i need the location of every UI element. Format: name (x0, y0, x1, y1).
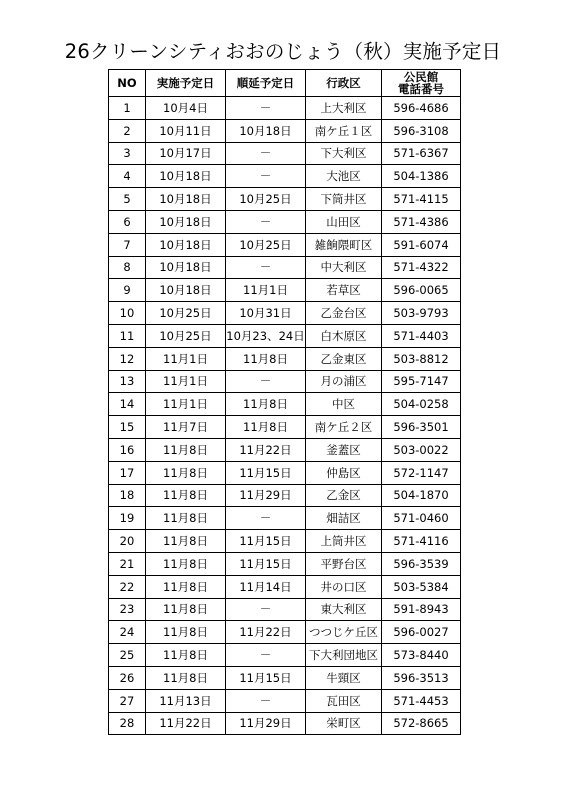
cell-postponed-date: 10月25日 (226, 233, 306, 256)
cell-postponed-date: － (226, 142, 306, 165)
cell-scheduled-date: 11月8日 (146, 461, 226, 484)
table-header-row (109, 70, 461, 97)
cell-scheduled-date: 11月8日 (146, 552, 226, 575)
cell-scheduled-date: 10月25日 (146, 302, 226, 325)
cell-scheduled-date: 11月1日 (146, 370, 226, 393)
cell-postponed-date: 10月23、24日 (226, 324, 306, 347)
cell-no: 12 (109, 347, 146, 370)
cell-phone: 571-4453 (382, 689, 461, 712)
header-phone-line2: 電話番号 (398, 82, 444, 96)
table-row (109, 621, 461, 644)
cell-postponed-date: － (226, 644, 306, 667)
table-row (109, 256, 461, 279)
table-row (109, 507, 461, 530)
cell-no: 17 (109, 461, 146, 484)
cell-no: 5 (109, 188, 146, 211)
cell-postponed-date: － (226, 598, 306, 621)
cell-no: 24 (109, 621, 146, 644)
cell-phone: 503-5384 (382, 575, 461, 598)
cell-district: 仲島区 (306, 461, 382, 484)
cell-scheduled-date: 10月18日 (146, 210, 226, 233)
cell-no: 2 (109, 119, 146, 142)
cell-phone: 503-0022 (382, 438, 461, 461)
table-row (109, 347, 461, 370)
cell-phone: 503-8812 (382, 347, 461, 370)
table-row (109, 416, 461, 439)
cell-scheduled-date: 11月13日 (146, 689, 226, 712)
cell-scheduled-date: 11月1日 (146, 393, 226, 416)
cell-scheduled-date: 11月8日 (146, 484, 226, 507)
cell-scheduled-date: 11月8日 (146, 621, 226, 644)
page-title: 26クリーンシティおおのじょう（秋）実施予定日 (64, 40, 502, 63)
cell-scheduled-date: 10月11日 (146, 119, 226, 142)
table-row (109, 712, 461, 735)
cell-postponed-date: 11月14日 (226, 575, 306, 598)
cell-postponed-date: 10月18日 (226, 119, 306, 142)
cell-postponed-date: 11月1日 (226, 279, 306, 302)
cell-phone: 504-1870 (382, 484, 461, 507)
cell-scheduled-date: 11月1日 (146, 347, 226, 370)
header-no: NO (109, 70, 146, 97)
header-postponed-date: 順延予定日 (226, 70, 306, 97)
table-row (109, 689, 461, 712)
cell-district: 栄町区 (306, 712, 382, 735)
cell-phone: 596-3501 (382, 416, 461, 439)
cell-scheduled-date: 10月18日 (146, 165, 226, 188)
table-row (109, 233, 461, 256)
cell-phone: 591-8943 (382, 598, 461, 621)
cell-phone: 572-1147 (382, 461, 461, 484)
cell-district: 畑詰区 (306, 507, 382, 530)
cell-no: 14 (109, 393, 146, 416)
cell-scheduled-date: 10月17日 (146, 142, 226, 165)
cell-postponed-date: 11月22日 (226, 621, 306, 644)
table-row (109, 210, 461, 233)
cell-phone: 596-0065 (382, 279, 461, 302)
table-row (109, 370, 461, 393)
cell-phone: 571-4116 (382, 530, 461, 553)
cell-scheduled-date: 10月18日 (146, 279, 226, 302)
table-row (109, 666, 461, 689)
cell-district: 乙金区 (306, 484, 382, 507)
cell-postponed-date: － (226, 165, 306, 188)
cell-scheduled-date: 11月8日 (146, 507, 226, 530)
cell-postponed-date: 11月15日 (226, 461, 306, 484)
cell-phone: 596-0027 (382, 621, 461, 644)
cell-district: 南ケ丘２区 (306, 416, 382, 439)
table-row (109, 438, 461, 461)
cell-district: 下筒井区 (306, 188, 382, 211)
cell-phone: 596-3108 (382, 119, 461, 142)
cell-no: 1 (109, 97, 146, 120)
cell-postponed-date: 11月8日 (226, 393, 306, 416)
cell-phone: 596-3539 (382, 552, 461, 575)
cell-scheduled-date: 11月8日 (146, 575, 226, 598)
cell-no: 25 (109, 644, 146, 667)
cell-no: 23 (109, 598, 146, 621)
cell-postponed-date: － (226, 256, 306, 279)
cell-postponed-date: 11月8日 (226, 347, 306, 370)
cell-no: 13 (109, 370, 146, 393)
cell-no: 3 (109, 142, 146, 165)
cell-no: 18 (109, 484, 146, 507)
table-row (109, 530, 461, 553)
cell-district: 雑餉隈町区 (306, 233, 382, 256)
cell-no: 15 (109, 416, 146, 439)
cell-no: 26 (109, 666, 146, 689)
cell-district: 東大利区 (306, 598, 382, 621)
header-district: 行政区 (306, 70, 382, 97)
cell-postponed-date: － (226, 97, 306, 120)
header-scheduled-date: 実施予定日 (146, 70, 226, 97)
cell-postponed-date: － (226, 689, 306, 712)
cell-no: 11 (109, 324, 146, 347)
cell-district: 乙金東区 (306, 347, 382, 370)
cell-phone: 571-0460 (382, 507, 461, 530)
cell-scheduled-date: 11月8日 (146, 598, 226, 621)
cell-postponed-date: － (226, 370, 306, 393)
cell-district: 平野台区 (306, 552, 382, 575)
table-row (109, 165, 461, 188)
cell-scheduled-date: 11月8日 (146, 438, 226, 461)
cell-postponed-date: 10月25日 (226, 188, 306, 211)
cell-district: 乙金台区 (306, 302, 382, 325)
cell-district: 中大利区 (306, 256, 382, 279)
cell-postponed-date: 11月15日 (226, 530, 306, 553)
cell-postponed-date: 11月15日 (226, 666, 306, 689)
table-row (109, 324, 461, 347)
cell-no: 10 (109, 302, 146, 325)
cell-district: 上大利区 (306, 97, 382, 120)
cell-postponed-date: 10月31日 (226, 302, 306, 325)
cell-scheduled-date: 11月22日 (146, 712, 226, 735)
cell-postponed-date: 11月22日 (226, 438, 306, 461)
table-row (109, 97, 461, 120)
cell-scheduled-date: 11月8日 (146, 644, 226, 667)
cell-district: 大池区 (306, 165, 382, 188)
cell-scheduled-date: 10月25日 (146, 324, 226, 347)
cell-no: 4 (109, 165, 146, 188)
cell-phone: 596-4686 (382, 97, 461, 120)
table-row (109, 302, 461, 325)
cell-scheduled-date: 10月18日 (146, 188, 226, 211)
cell-no: 20 (109, 530, 146, 553)
cell-district: 山田区 (306, 210, 382, 233)
cell-postponed-date: － (226, 210, 306, 233)
cell-phone: 595-7147 (382, 370, 461, 393)
cell-no: 16 (109, 438, 146, 461)
cell-scheduled-date: 10月4日 (146, 97, 226, 120)
cell-district: 釜蓋区 (306, 438, 382, 461)
cell-postponed-date: 11月29日 (226, 712, 306, 735)
cell-phone: 571-4115 (382, 188, 461, 211)
cell-district: 中区 (306, 393, 382, 416)
cell-postponed-date: 11月15日 (226, 552, 306, 575)
cell-district: 若草区 (306, 279, 382, 302)
cell-phone: 572-8665 (382, 712, 461, 735)
cell-scheduled-date: 10月18日 (146, 256, 226, 279)
cell-phone: 591-6074 (382, 233, 461, 256)
cell-phone: 504-0258 (382, 393, 461, 416)
cell-phone: 596-3513 (382, 666, 461, 689)
cell-postponed-date: － (226, 507, 306, 530)
cell-scheduled-date: 10月18日 (146, 233, 226, 256)
cell-phone: 571-6367 (382, 142, 461, 165)
table-row (109, 644, 461, 667)
table-row (109, 279, 461, 302)
header-phone-line1: 公民館 (403, 70, 439, 84)
table-row (109, 575, 461, 598)
cell-no: 28 (109, 712, 146, 735)
table-row (109, 552, 461, 575)
table-row (109, 461, 461, 484)
cell-no: 8 (109, 256, 146, 279)
cell-district: 月の浦区 (306, 370, 382, 393)
cell-phone: 573-8440 (382, 644, 461, 667)
cell-phone: 571-4322 (382, 256, 461, 279)
table-row (109, 393, 461, 416)
cell-phone: 571-4386 (382, 210, 461, 233)
cell-district: つつじケ丘区 (306, 621, 382, 644)
table-row (109, 142, 461, 165)
cell-district: 上筒井区 (306, 530, 382, 553)
cell-phone: 571-4403 (382, 324, 461, 347)
cell-district: 瓦田区 (306, 689, 382, 712)
cell-no: 19 (109, 507, 146, 530)
cell-phone: 503-9793 (382, 302, 461, 325)
cell-no: 22 (109, 575, 146, 598)
cell-no: 21 (109, 552, 146, 575)
table-row (109, 188, 461, 211)
cell-district: 白木原区 (306, 324, 382, 347)
cell-district: 下大利区 (306, 142, 382, 165)
cell-no: 6 (109, 210, 146, 233)
cell-scheduled-date: 11月8日 (146, 530, 226, 553)
cell-district: 下大利団地区 (306, 644, 382, 667)
cell-no: 7 (109, 233, 146, 256)
cell-scheduled-date: 11月8日 (146, 666, 226, 689)
table-row (109, 119, 461, 142)
cell-scheduled-date: 11月7日 (146, 416, 226, 439)
cell-phone: 504-1386 (382, 165, 461, 188)
cell-district: 南ケ丘１区 (306, 119, 382, 142)
cell-district: 井の口区 (306, 575, 382, 598)
cell-no: 9 (109, 279, 146, 302)
table-row (109, 598, 461, 621)
cell-postponed-date: 11月29日 (226, 484, 306, 507)
schedule-table (108, 69, 461, 735)
table-row (109, 484, 461, 507)
cell-district: 牛頸区 (306, 666, 382, 689)
header-phone (382, 70, 461, 97)
cell-postponed-date: 11月8日 (226, 416, 306, 439)
cell-no: 27 (109, 689, 146, 712)
